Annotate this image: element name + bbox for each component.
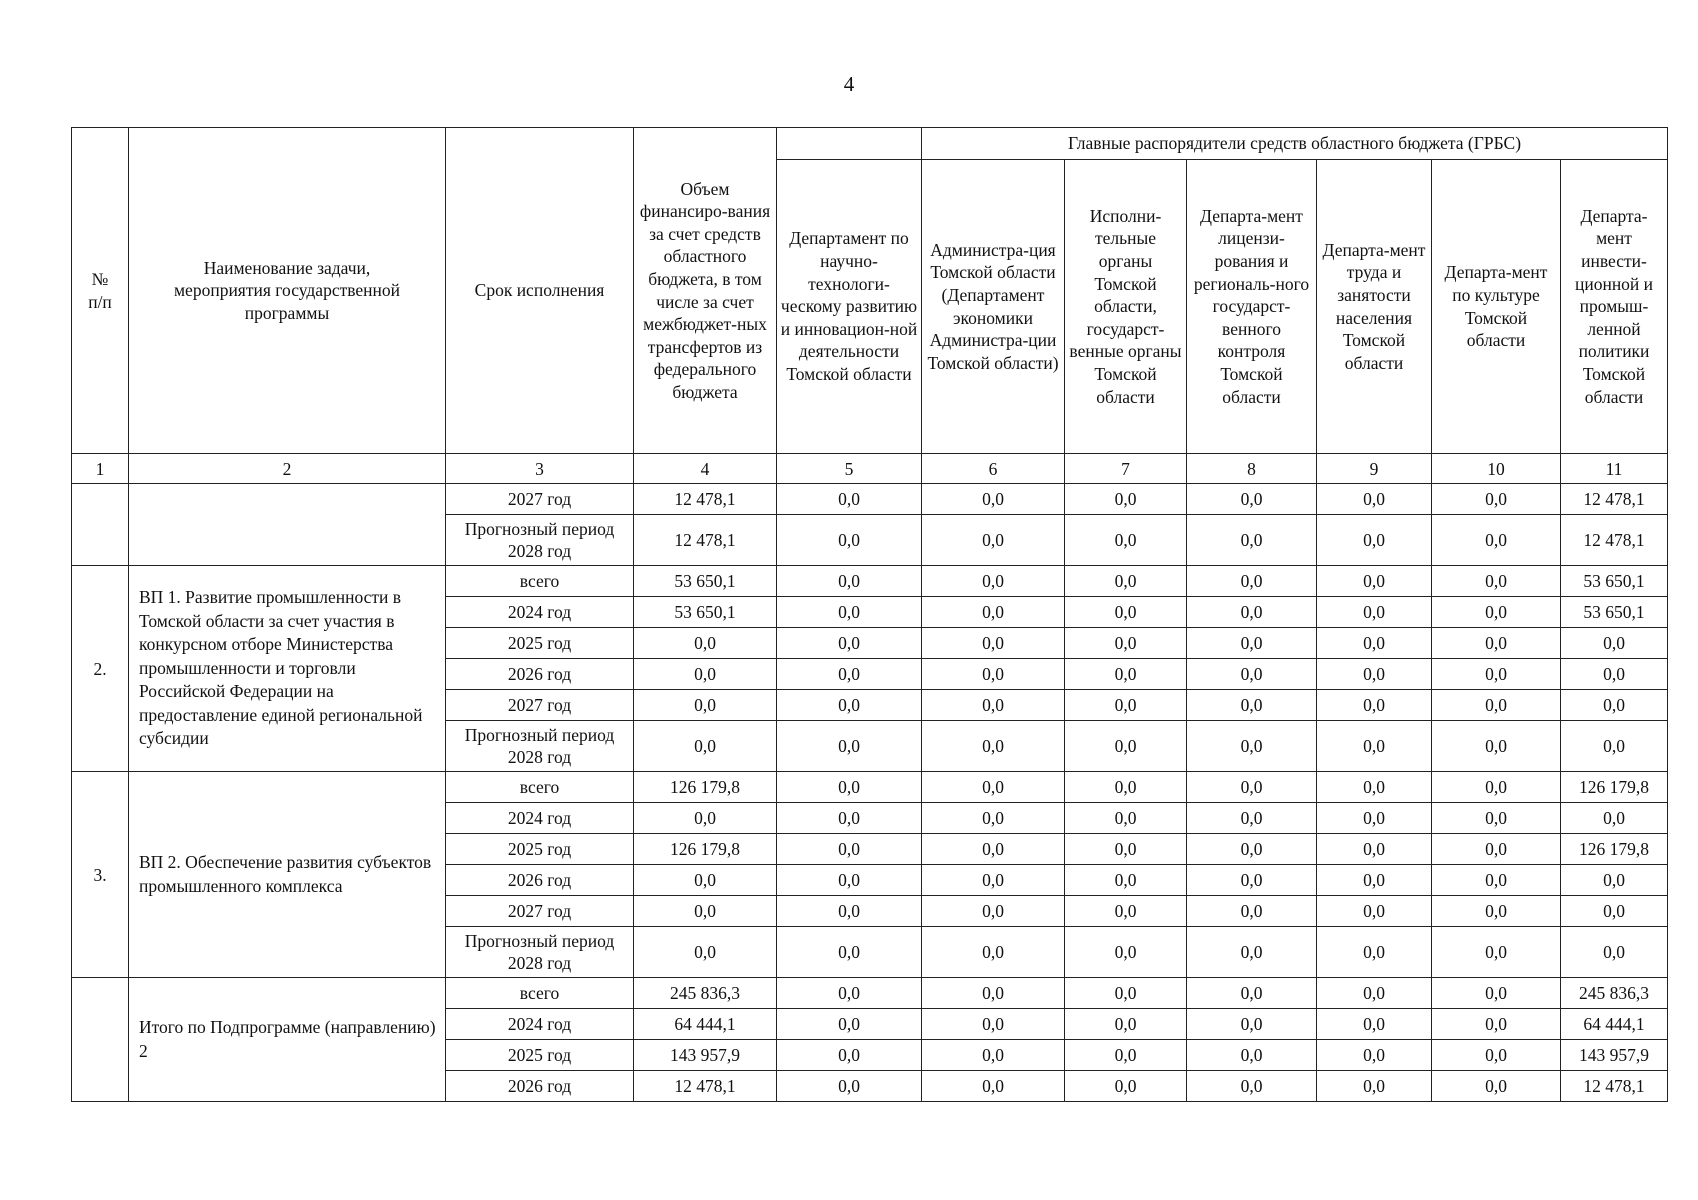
value-cell: 53 650,1 (634, 566, 777, 597)
funding-table (71, 127, 1668, 1102)
header-col-number: № п/п (72, 128, 129, 454)
value-cell: 0,0 (777, 721, 922, 772)
value-cell: 0,0 (1432, 566, 1561, 597)
value-cell: 126 179,8 (634, 834, 777, 865)
value-cell: 0,0 (1065, 721, 1187, 772)
value-cell: 0,0 (777, 1071, 922, 1102)
value-cell: 0,0 (1065, 1009, 1187, 1040)
value-cell: 0,0 (1432, 896, 1561, 927)
period-cell: 2027 год (446, 690, 634, 721)
header-col-period: Срок исполнения (446, 128, 634, 454)
value-cell: 12 478,1 (1561, 484, 1668, 515)
header-col-name: Наименование задачи, мероприятия государственной программы (129, 128, 446, 454)
value-cell: 64 444,1 (634, 1009, 777, 1040)
value-cell: 0,0 (1187, 628, 1317, 659)
period-cell: 2027 год (446, 896, 634, 927)
value-cell: 0,0 (1065, 834, 1187, 865)
row-number: 3. (72, 772, 129, 978)
value-cell: 0,0 (1187, 515, 1317, 566)
value-cell: 143 957,9 (634, 1040, 777, 1071)
value-cell: 0,0 (634, 628, 777, 659)
value-cell: 0,0 (1065, 484, 1187, 515)
value-cell: 0,0 (1561, 896, 1668, 927)
value-cell: 0,0 (1187, 721, 1317, 772)
value-cell: 0,0 (1432, 1040, 1561, 1071)
value-cell: 0,0 (1317, 865, 1432, 896)
value-cell: 0,0 (922, 896, 1065, 927)
value-cell: 0,0 (922, 628, 1065, 659)
header-empty-cell (777, 128, 922, 160)
period-cell: Прогнозный период 2028 год (446, 927, 634, 978)
header-col-5: Департамент по научно-технологи-ческому развитию и инновацион-ной деятельности Томской области (777, 160, 922, 454)
period-cell: 2025 год (446, 1040, 634, 1071)
period-cell: 2024 год (446, 597, 634, 628)
header-grbs-title: Главные распорядители средств областного бюджета (ГРБС) (922, 128, 1668, 160)
value-cell: 0,0 (922, 803, 1065, 834)
value-cell: 0,0 (922, 865, 1065, 896)
value-cell: 0,0 (1187, 865, 1317, 896)
header-col-total-volume: Объем финансиро-вания за счет средств областного бюджета, в том числе за счет межбюджет-ных трансфертов из федерального бюджета (634, 128, 777, 454)
value-cell: 0,0 (1561, 690, 1668, 721)
table-row (72, 772, 1668, 803)
value-cell: 0,0 (1187, 659, 1317, 690)
value-cell: 0,0 (1432, 1009, 1561, 1040)
value-cell: 126 179,8 (1561, 772, 1668, 803)
value-cell: 0,0 (1317, 772, 1432, 803)
value-cell: 0,0 (1317, 566, 1432, 597)
value-cell: 12 478,1 (634, 484, 777, 515)
value-cell: 0,0 (1432, 834, 1561, 865)
value-cell: 0,0 (1317, 834, 1432, 865)
value-cell: 0,0 (1317, 721, 1432, 772)
value-cell: 0,0 (777, 1040, 922, 1071)
value-cell: 0,0 (634, 721, 777, 772)
header-col-8: Департа-мент лицензи-рования и региональ-ного государст-венного контроля Томской области (1187, 160, 1317, 454)
value-cell: 0,0 (922, 721, 1065, 772)
value-cell: 0,0 (1065, 1040, 1187, 1071)
period-cell: всего (446, 772, 634, 803)
value-cell: 0,0 (777, 690, 922, 721)
value-cell: 0,0 (777, 515, 922, 566)
value-cell: 0,0 (777, 566, 922, 597)
value-cell: 0,0 (777, 628, 922, 659)
value-cell: 0,0 (777, 659, 922, 690)
value-cell: 0,0 (1432, 978, 1561, 1009)
value-cell: 0,0 (922, 1040, 1065, 1071)
value-cell: 245 836,3 (634, 978, 777, 1009)
column-number: 6 (922, 454, 1065, 484)
value-cell: 0,0 (777, 865, 922, 896)
task-name: Итого по Подпрограмме (направлению) 2 (129, 978, 446, 1102)
value-cell: 0,0 (922, 484, 1065, 515)
table-body (72, 484, 1668, 1102)
value-cell: 0,0 (1187, 834, 1317, 865)
period-cell: 2026 год (446, 865, 634, 896)
value-cell: 12 478,1 (1561, 1071, 1668, 1102)
value-cell: 0,0 (922, 1071, 1065, 1102)
value-cell: 0,0 (1187, 484, 1317, 515)
value-cell: 0,0 (1317, 1071, 1432, 1102)
value-cell: 0,0 (1187, 690, 1317, 721)
value-cell: 0,0 (777, 834, 922, 865)
table-header (72, 128, 1668, 484)
value-cell: 0,0 (1317, 1040, 1432, 1071)
value-cell: 0,0 (1317, 978, 1432, 1009)
value-cell: 0,0 (1561, 927, 1668, 978)
header-col-6: Администра-ция Томской области (Департамент экономики Администра-ции Томской области) (922, 160, 1065, 454)
column-number: 1 (72, 454, 129, 484)
period-cell: всего (446, 978, 634, 1009)
value-cell: 0,0 (1432, 772, 1561, 803)
value-cell: 0,0 (1065, 515, 1187, 566)
value-cell: 0,0 (1187, 1040, 1317, 1071)
value-cell: 0,0 (777, 803, 922, 834)
value-cell: 0,0 (1065, 978, 1187, 1009)
value-cell: 53 650,1 (1561, 566, 1668, 597)
value-cell: 126 179,8 (1561, 834, 1668, 865)
value-cell: 0,0 (1065, 628, 1187, 659)
period-cell: 2026 год (446, 1071, 634, 1102)
header-col-7: Исполни-тельные органы Томской области, государст-венные органы Томской области (1065, 160, 1187, 454)
value-cell: 0,0 (922, 1009, 1065, 1040)
value-cell: 53 650,1 (634, 597, 777, 628)
value-cell: 0,0 (1561, 803, 1668, 834)
value-cell: 0,0 (922, 927, 1065, 978)
value-cell: 53 650,1 (1561, 597, 1668, 628)
value-cell: 0,0 (777, 772, 922, 803)
value-cell: 0,0 (1317, 515, 1432, 566)
task-name: ВП 1. Развитие промышленности в Томской области за счет участия в конкурсном отборе Министерства промышленности и торговли Российской Федерации на предоставление единой региональной субсидии (129, 566, 446, 772)
value-cell: 0,0 (1432, 628, 1561, 659)
page-number: 4 (843, 72, 855, 96)
value-cell: 0,0 (1065, 896, 1187, 927)
value-cell: 0,0 (1317, 597, 1432, 628)
value-cell: 0,0 (634, 865, 777, 896)
table-row (72, 978, 1668, 1009)
value-cell: 0,0 (1432, 927, 1561, 978)
table-row (72, 566, 1668, 597)
column-number: 4 (634, 454, 777, 484)
value-cell: 0,0 (922, 597, 1065, 628)
value-cell: 0,0 (1317, 927, 1432, 978)
column-number: 10 (1432, 454, 1561, 484)
column-number: 5 (777, 454, 922, 484)
value-cell: 0,0 (777, 484, 922, 515)
value-cell: 0,0 (1187, 896, 1317, 927)
period-cell: 2025 год (446, 834, 634, 865)
value-cell: 0,0 (1065, 927, 1187, 978)
value-cell: 0,0 (1432, 721, 1561, 772)
period-cell: 2024 год (446, 803, 634, 834)
value-cell: 0,0 (634, 896, 777, 927)
header-col-9: Департа-мент труда и занятости населения Томской области (1317, 160, 1432, 454)
period-cell: Прогнозный период 2028 год (446, 515, 634, 566)
value-cell: 0,0 (1065, 772, 1187, 803)
value-cell: 126 179,8 (634, 772, 777, 803)
value-cell: 0,0 (1187, 772, 1317, 803)
value-cell: 0,0 (1065, 597, 1187, 628)
period-cell: 2026 год (446, 659, 634, 690)
value-cell: 0,0 (1432, 803, 1561, 834)
value-cell: 0,0 (922, 772, 1065, 803)
value-cell: 0,0 (1187, 978, 1317, 1009)
value-cell: 0,0 (1317, 690, 1432, 721)
value-cell: 0,0 (1561, 721, 1668, 772)
value-cell: 0,0 (1187, 566, 1317, 597)
value-cell: 0,0 (1317, 803, 1432, 834)
value-cell: 0,0 (1432, 484, 1561, 515)
value-cell: 0,0 (1561, 865, 1668, 896)
value-cell: 245 836,3 (1561, 978, 1668, 1009)
value-cell: 0,0 (1432, 597, 1561, 628)
task-name: ВП 2. Обеспечение развития субъектов промышленного комплекса (129, 772, 446, 978)
value-cell: 0,0 (1187, 597, 1317, 628)
value-cell: 0,0 (1065, 803, 1187, 834)
value-cell: 0,0 (1317, 896, 1432, 927)
row-number (72, 978, 129, 1102)
value-cell: 0,0 (634, 803, 777, 834)
value-cell: 0,0 (922, 566, 1065, 597)
row-number (72, 484, 129, 566)
value-cell: 0,0 (1432, 690, 1561, 721)
value-cell: 0,0 (1317, 1009, 1432, 1040)
value-cell: 0,0 (1317, 484, 1432, 515)
value-cell: 0,0 (1432, 865, 1561, 896)
value-cell: 0,0 (1065, 690, 1187, 721)
value-cell: 0,0 (922, 515, 1065, 566)
value-cell: 64 444,1 (1561, 1009, 1668, 1040)
value-cell: 0,0 (1317, 659, 1432, 690)
value-cell: 0,0 (1065, 1071, 1187, 1102)
period-cell: Прогнозный период 2028 год (446, 721, 634, 772)
value-cell: 0,0 (922, 659, 1065, 690)
value-cell: 0,0 (634, 927, 777, 978)
period-cell: 2025 год (446, 628, 634, 659)
value-cell: 0,0 (1065, 865, 1187, 896)
value-cell: 0,0 (1187, 1009, 1317, 1040)
value-cell: 12 478,1 (1561, 515, 1668, 566)
value-cell: 12 478,1 (634, 1071, 777, 1102)
period-cell: 2027 год (446, 484, 634, 515)
value-cell: 0,0 (777, 896, 922, 927)
header-col-11: Департа-мент инвести-ционной и промыш-ленной политики Томской области (1561, 160, 1668, 454)
value-cell: 0,0 (777, 978, 922, 1009)
value-cell: 0,0 (1187, 1071, 1317, 1102)
column-number: 9 (1317, 454, 1432, 484)
value-cell: 0,0 (922, 834, 1065, 865)
column-number: 2 (129, 454, 446, 484)
header-col-10: Департа-мент по культуре Томской области (1432, 160, 1561, 454)
value-cell: 0,0 (1432, 659, 1561, 690)
period-cell: всего (446, 566, 634, 597)
column-number: 3 (446, 454, 634, 484)
value-cell: 0,0 (1065, 566, 1187, 597)
value-cell: 0,0 (634, 690, 777, 721)
value-cell: 0,0 (777, 1009, 922, 1040)
column-number: 7 (1065, 454, 1187, 484)
column-numbers-row (72, 454, 1668, 484)
task-name (129, 484, 446, 566)
value-cell: 0,0 (1317, 628, 1432, 659)
row-number: 2. (72, 566, 129, 772)
value-cell: 0,0 (922, 690, 1065, 721)
value-cell: 12 478,1 (634, 515, 777, 566)
value-cell: 0,0 (1065, 659, 1187, 690)
value-cell: 0,0 (1561, 628, 1668, 659)
value-cell: 0,0 (922, 978, 1065, 1009)
value-cell: 143 957,9 (1561, 1040, 1668, 1071)
value-cell: 0,0 (1187, 927, 1317, 978)
value-cell: 0,0 (1432, 1071, 1561, 1102)
table-row (72, 484, 1668, 515)
value-cell: 0,0 (1561, 659, 1668, 690)
column-number: 11 (1561, 454, 1668, 484)
value-cell: 0,0 (777, 927, 922, 978)
value-cell: 0,0 (1432, 515, 1561, 566)
column-number: 8 (1187, 454, 1317, 484)
value-cell: 0,0 (1187, 803, 1317, 834)
value-cell: 0,0 (634, 659, 777, 690)
period-cell: 2024 год (446, 1009, 634, 1040)
value-cell: 0,0 (777, 597, 922, 628)
